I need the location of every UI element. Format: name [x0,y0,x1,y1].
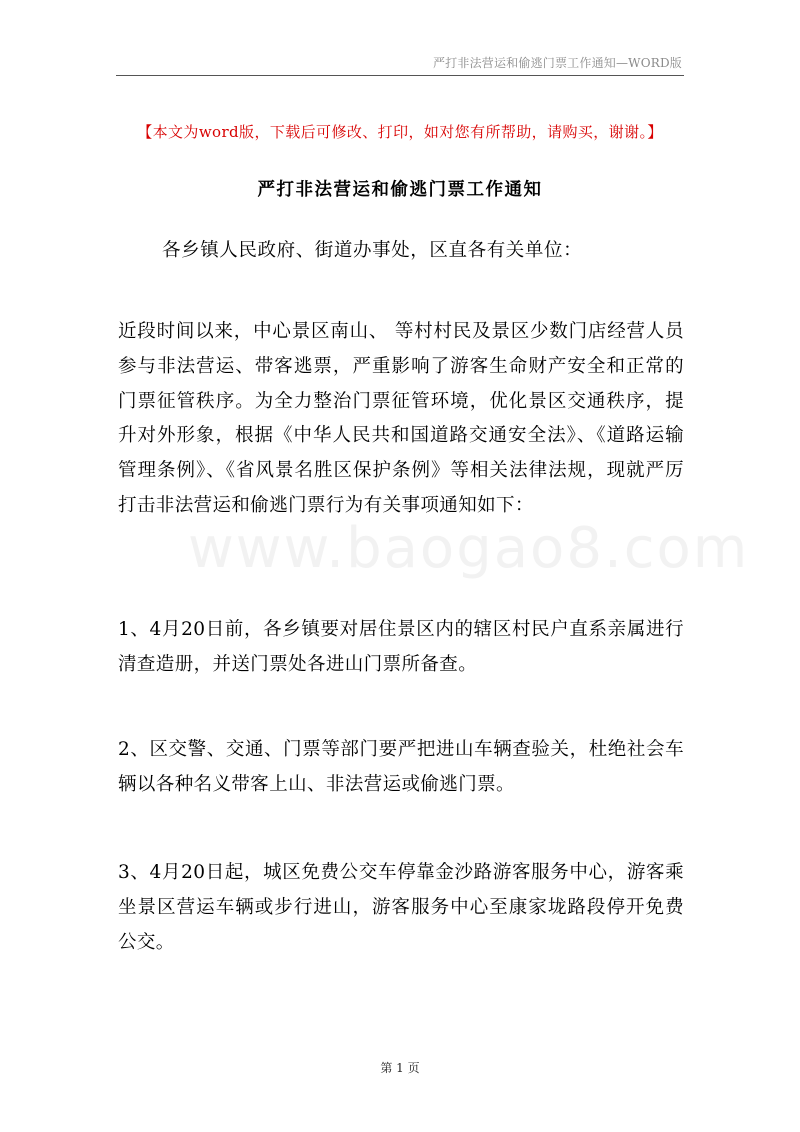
salutation: 各乡镇人民政府、街道办事处，区直各有关单位： [162,240,583,261]
paragraph-item-2: 2、区交警、交通、门票等部门要严把进山车辆查验关，杜绝社会车辆以各种名义带客上山、非法营运或偷逃门票。 [118,739,684,795]
header-divider [116,75,684,76]
purchase-notice: 【本文为word版，下载后可修改、打印，如对您有所帮助，请购买，谢谢。】 [137,123,663,141]
page-number: 第 1 页 [380,1061,420,1075]
running-header: 严打非法营运和偷逃门票工作通知—WORD版 [432,56,682,70]
watermark: www.baogao8.com [188,516,750,581]
paragraph-item-1: 1、4月20日前，各乡镇要对居住景区内的辖区村民户直系亲属进行清查造册，并送门票处各进山门票所备查。 [118,619,684,675]
document-title: 严打非法营运和偷逃门票工作通知 [257,180,543,200]
paragraph-intro: 近段时间以来，中心景区南山、 等村村民及景区少数门店经营人员参与非法营运、带客逃票，严重影响了游客生命财产安全和正常的门票征管秩序。为全力整治门票征管环境，优化景区交通秩序，提升对外形象，根据《中华人民共和国道路交通安全法》、《道路运输管理条例》、《省风景名胜区保护条例》等相关法律法规，现就严厉打击非法营运和偷逃门票行为有关事项通知如下： [118,321,684,516]
paragraph-item-3: 3、4月20日起，城区免费公交车停靠金沙路游客服务中心，游客乘坐景区营运车辆或步行进山，游客服务中心至康家垅路段停开免费公交。 [118,862,684,953]
